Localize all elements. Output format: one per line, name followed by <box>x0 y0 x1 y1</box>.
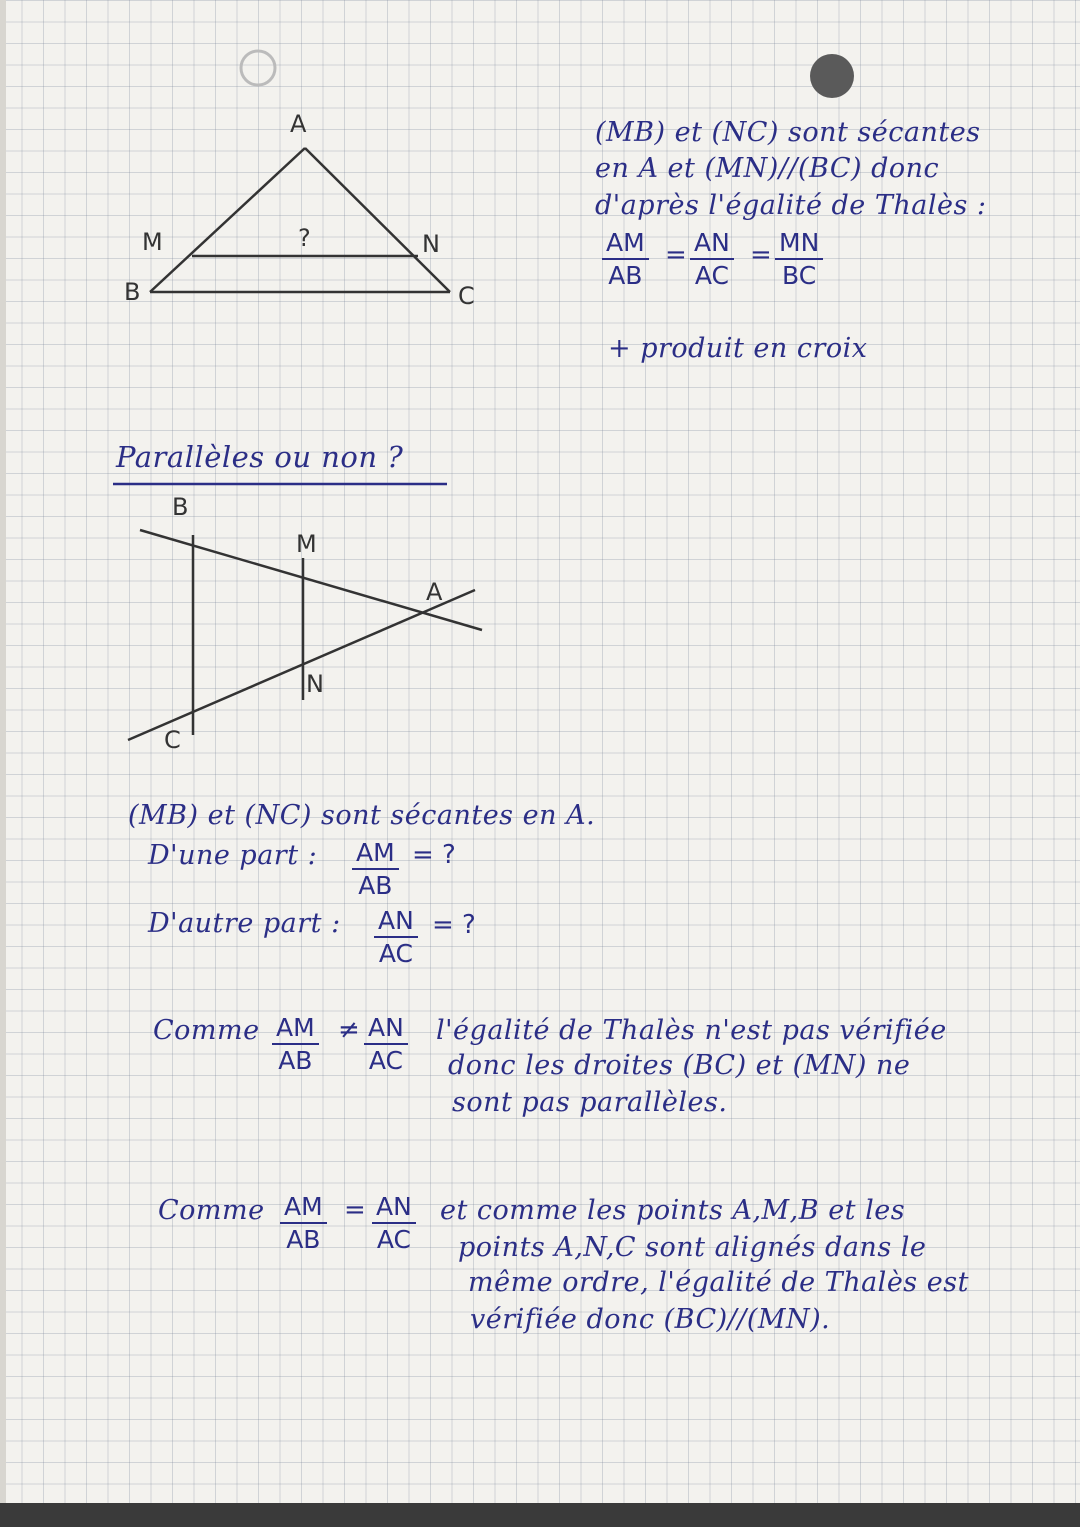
equals: = <box>665 240 687 270</box>
theorem-line3: d'après l'égalité de Thalès : <box>595 190 987 221</box>
neq-line2: donc les droites (BC) et (MN) ne <box>448 1050 911 1081</box>
neq-comme: Comme <box>153 1015 260 1046</box>
punch-hole <box>241 51 275 85</box>
label-N: N <box>422 230 440 258</box>
not-equal: ≠ <box>338 1015 360 1045</box>
label-M: M <box>142 228 163 256</box>
theorem-line2: en A et (MN)//(BC) donc <box>595 153 940 184</box>
section-title: Parallèles ou non ? <box>116 440 404 474</box>
label-M2: M <box>296 530 317 558</box>
equals: = <box>344 1195 366 1225</box>
page-bottom-edge <box>0 1503 1080 1527</box>
eq-line2: points A,N,C sont alignés dans le <box>458 1232 927 1263</box>
fraction-am-ab: $\frac{AM}{AB}$ <box>602 228 649 292</box>
eq-line1: et comme les points A,M,B et les <box>440 1195 906 1226</box>
label-C: C <box>458 282 475 310</box>
eq-comme: Comme <box>158 1195 265 1226</box>
label-A2: A <box>426 578 443 606</box>
fraction-an-ac: $\frac{AN}{AC}$ <box>372 1192 416 1256</box>
part1-result: = ? <box>412 840 456 870</box>
theorem-note: + produit en croix <box>608 333 868 364</box>
fraction-an-ac: $\frac{AN}{AC}$ <box>690 228 734 292</box>
fraction-an-ac: $\frac{AN}{AC}$ <box>374 906 418 970</box>
part1-label: D'une part : <box>148 840 318 871</box>
label-B2: B <box>172 493 189 521</box>
part2-label: D'autre part : <box>148 908 341 939</box>
triangle-figure <box>150 148 450 292</box>
label-A: A <box>290 110 307 138</box>
fraction-am-ab: $\frac{AM}{AB}$ <box>280 1192 327 1256</box>
label-N2: N <box>306 670 324 698</box>
label-C2: C <box>164 726 181 754</box>
label-question: ? <box>298 224 311 252</box>
eq-line4: vérifiée donc (BC)//(MN). <box>470 1304 831 1335</box>
neq-line1: l'égalité de Thalès n'est pas vérifiée <box>436 1015 947 1046</box>
eq-line3: même ordre, l'égalité de Thalès est <box>468 1267 969 1298</box>
secant-figure <box>128 530 482 740</box>
fraction-am-ab: $\frac{AM}{AB}$ <box>272 1013 319 1077</box>
label-B: B <box>124 278 141 306</box>
theorem-line1: (MB) et (NC) sont sécantes <box>595 117 981 148</box>
binder-hole <box>810 54 854 98</box>
example-intro: (MB) et (NC) sont sécantes en A. <box>128 800 596 831</box>
fraction-mn-bc: $\frac{MN}{BC}$ <box>775 228 823 292</box>
fraction-am-ab: $\frac{AM}{AB}$ <box>352 838 399 902</box>
fraction-an-ac: $\frac{AN}{AC}$ <box>364 1013 408 1077</box>
part2-result: = ? <box>432 910 476 940</box>
equals: = <box>750 240 772 270</box>
neq-line3: sont pas parallèles. <box>452 1087 728 1118</box>
